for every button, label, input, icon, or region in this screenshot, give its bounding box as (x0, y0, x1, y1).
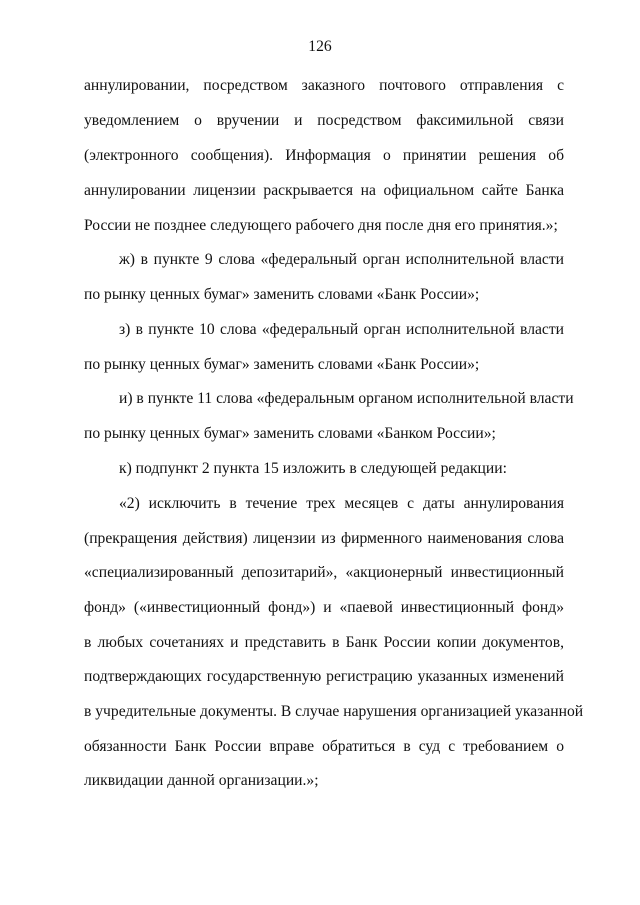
text-line: и) в пункте 11 слова «федеральным органом исполнительной власти (119, 390, 574, 407)
text-line: фонд» («инвестиционный фонд») и «паевой инвестиционный фонд» (84, 599, 564, 616)
text-line: обязанности Банк России вправе обратиться в суд с требованием о (84, 738, 564, 755)
text-line: ж) в пункте 9 слова «федеральный орган исполнительной власти (119, 251, 564, 268)
text-line: з) в пункте 10 слова «федеральный орган исполнительной власти (119, 321, 564, 338)
text-line: к) подпункт 2 пункта 15 изложить в следующей редакции: (119, 460, 507, 477)
text-line: «2) исключить в течение трех месяцев с даты аннулирования (119, 495, 564, 512)
text-line: ликвидации данной организации.»; (84, 772, 319, 789)
text-line: подтверждающих государственную регистрацию указанных изменений (84, 668, 564, 685)
text-line: аннулировании, посредством заказного почтового отправления с (84, 77, 564, 94)
text-line: в любых сочетаниях и представить в Банк России копии документов, (84, 634, 564, 651)
text-line: по рынку ценных бумаг» заменить словами «Банком России»; (84, 425, 496, 442)
text-line: по рынку ценных бумаг» заменить словами «Банк России»; (84, 286, 480, 303)
text-line: (электронного сообщения). Информация о принятии решения об (84, 147, 564, 164)
text-line: по рынку ценных бумаг» заменить словами «Банк России»; (84, 356, 480, 373)
text-line: уведомлением о вручении и посредством факсимильной связи (84, 112, 564, 129)
text-line: в учредительные документы. В случае нарушения организацией указанной (84, 703, 584, 720)
text-line: аннулировании лицензии раскрывается на официальном сайте Банка (84, 182, 564, 199)
text-line: «специализированный депозитарий», «акционерный инвестиционный (84, 564, 564, 581)
text-line: (прекращения действия) лицензии из фирменного наименования слова (84, 530, 564, 547)
text-line: России не позднее следующего рабочего дня после дня его принятия.»; (84, 217, 558, 234)
page-number: 126 (308, 38, 332, 55)
